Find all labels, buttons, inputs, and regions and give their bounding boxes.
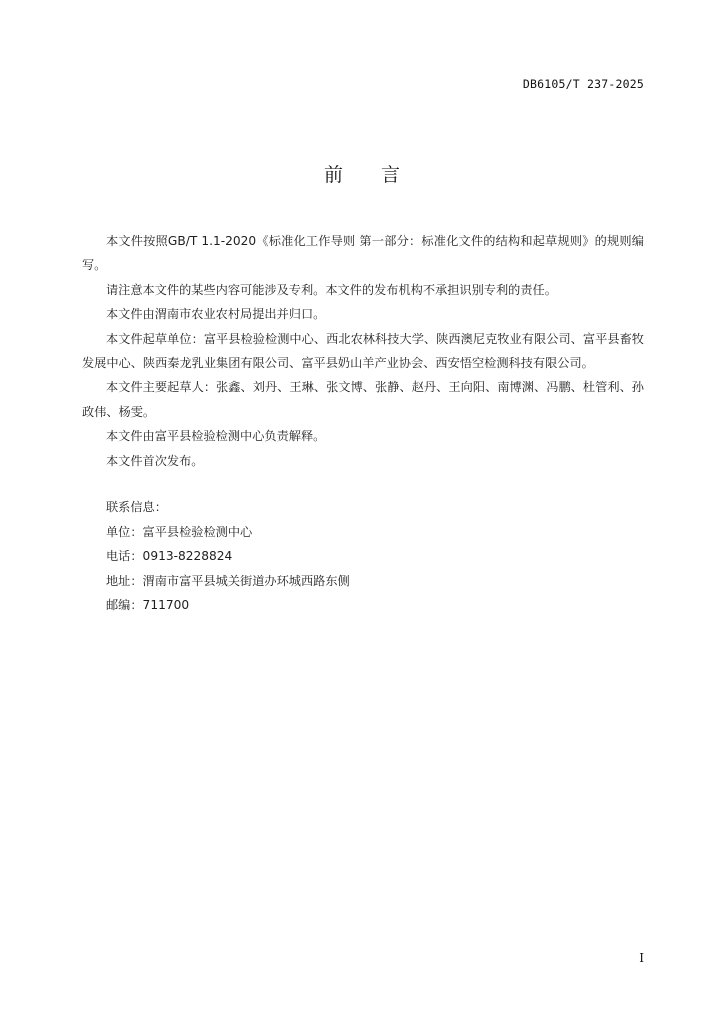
paragraph-drafting-rules: 本文件按照GB/T 1.1-2020《标准化工作导则 第一部分：标准化文件的结构和起草规则》的规则编写。 [82, 234, 644, 273]
contact-address: 地址：渭南市富平县城关街道办环城西路东侧 [106, 573, 350, 588]
contact-phone: 电话：0913-8228824 [106, 549, 233, 564]
paragraph-drafting-units: 本文件起草单位：富平县检验检测中心、西北农林科技大学、陕西澳尼克牧业有限公司、富平县畜牧发展中心、陕西秦龙乳业集团有限公司、富平县奶山羊产业协会、西安悟空检测科技有限公司。 [82, 331, 644, 371]
contact-postcode: 邮编：711700 [106, 598, 190, 613]
paragraph-interpretation: 本文件由富平县检验检测中心负责解释。 [106, 429, 326, 444]
page-number: I [639, 951, 644, 965]
contact-unit: 单位：富平县检验检测中心 [106, 524, 253, 539]
contact-info [106, 495, 606, 618]
paragraph-first-release: 本文件首次发布。 [106, 453, 204, 468]
document-code: DB6105/T 237-2025 [522, 77, 644, 91]
page-title: 前言 [323, 164, 438, 186]
paragraph-proposer: 本文件由渭南市农业农村局提出并归口。 [106, 307, 326, 322]
paragraph-patent-notice: 请注意本文件的某些内容可能涉及专利。本文件的发布机构不承担识别专利的责任。 [106, 282, 557, 297]
foreword-body [82, 229, 644, 473]
contact-heading: 联系信息： [106, 500, 167, 514]
paragraph-drafters: 本文件主要起草人：张鑫、刘丹、王琳、张文博、张静、赵丹、王向阳、南博渊、冯鹏、杜管利、孙政伟、杨雯。 [82, 380, 644, 419]
